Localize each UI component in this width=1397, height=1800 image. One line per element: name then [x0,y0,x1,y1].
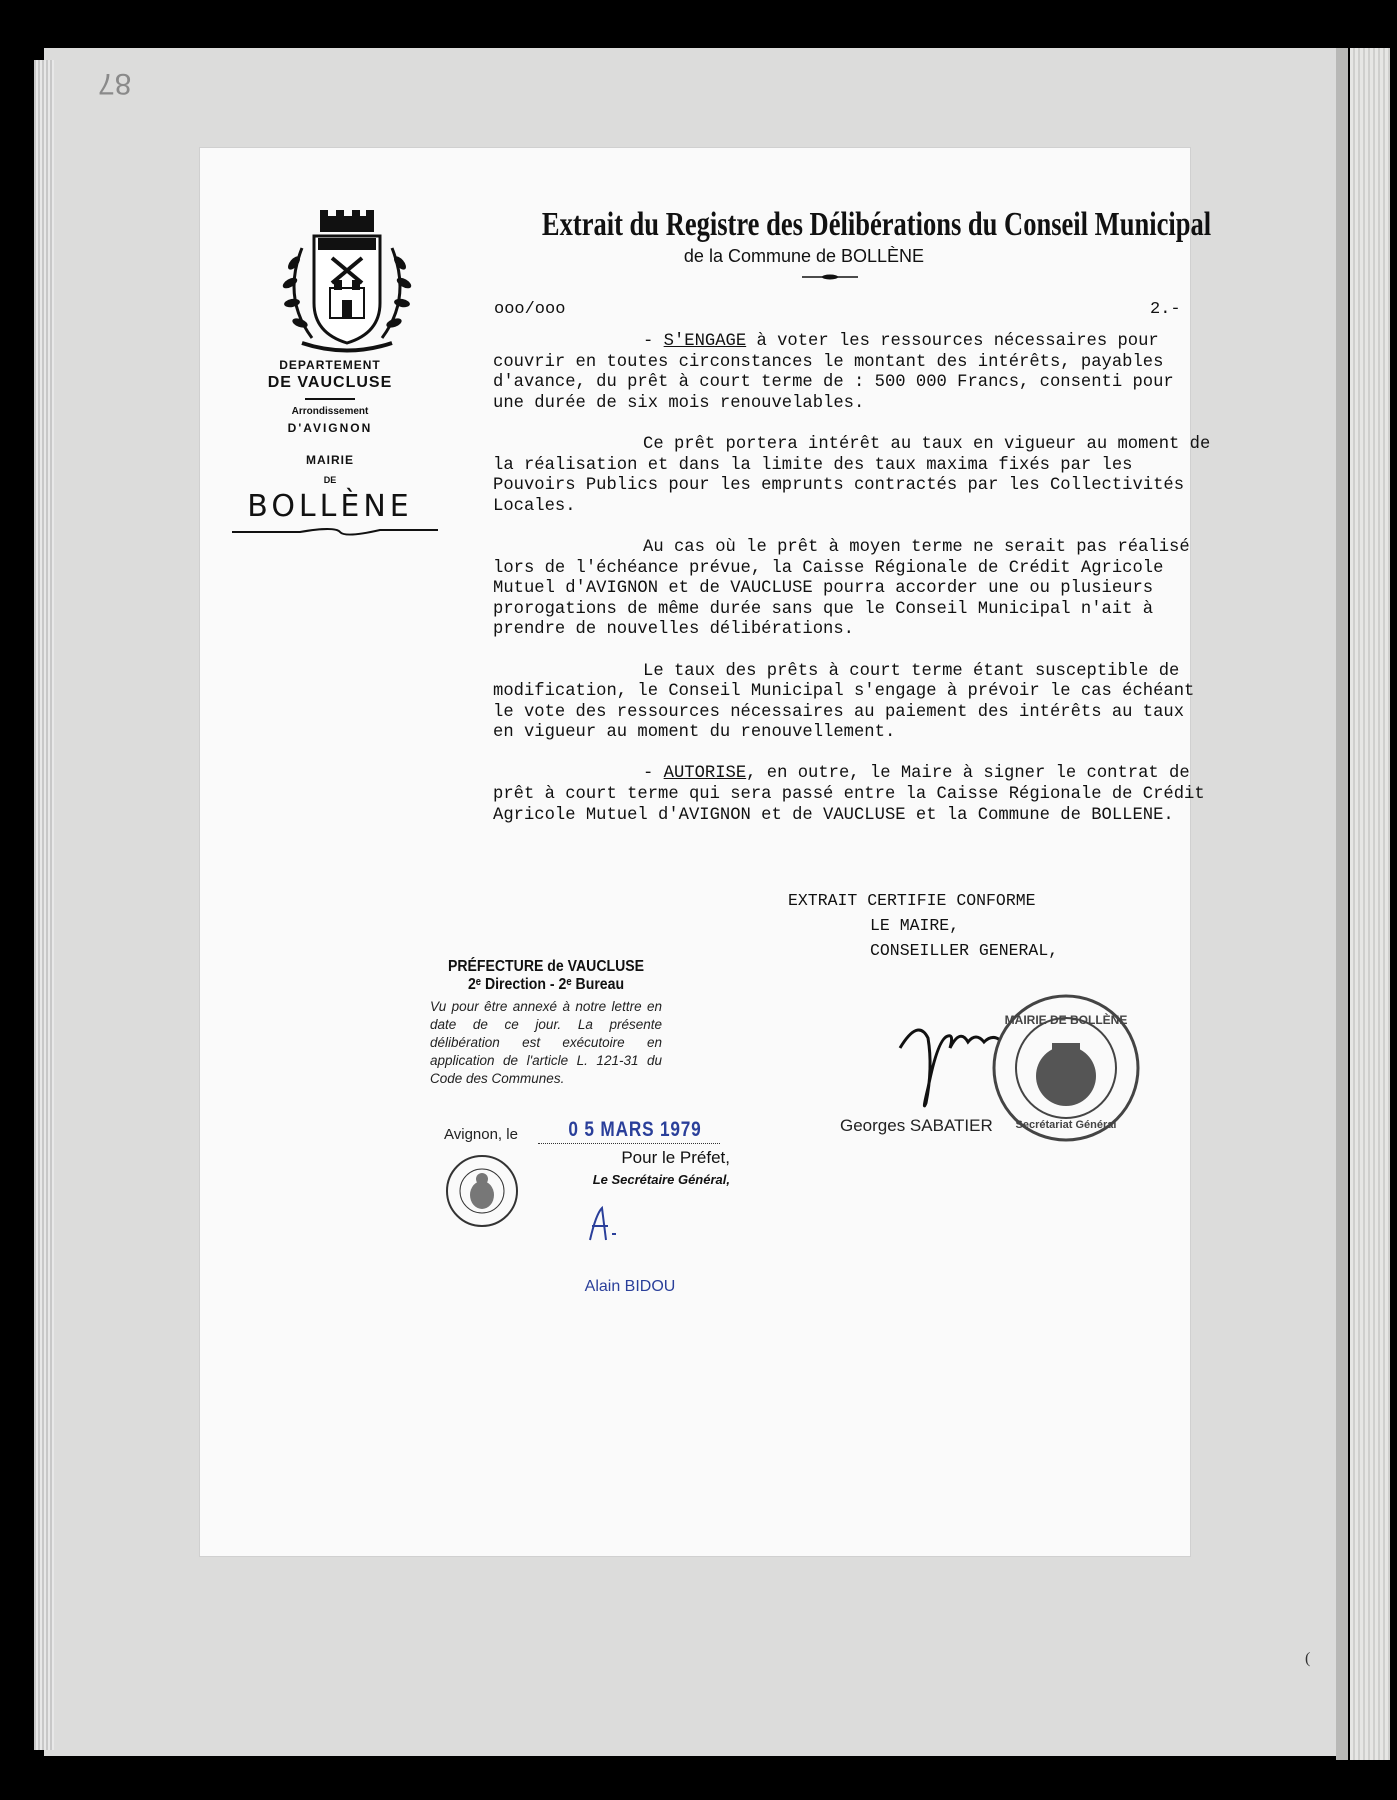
town-name: BOLLÈNE [247,489,413,524]
department-name: DE VAUCLUSE [267,374,393,391]
mayor-title: LE MAIRE, [870,916,960,935]
mairie-seal-icon [986,988,1146,1148]
date-stamp: 0 5 MARS 1979 [568,1118,702,1141]
arrondissement-name: D'AVIGNON [287,421,373,435]
prefecture-stamp [430,958,662,1088]
paragraph-keyword: S'ENGAGE [663,332,747,351]
paragraph-dash: - [643,764,664,784]
mayor-signatory: Georges SABATIER [840,1116,993,1135]
prefecture-seal-icon [444,1153,520,1229]
paragraph [493,764,1213,826]
facing-page-edge [1350,48,1390,1760]
prefecture-direction: 2ᵉ Direction - 2ᵉ Bureau [467,976,625,993]
stacked-page-edges [34,60,54,1750]
prefecture-text: Vu pour être annexé à notre lettre en date de ce jour. La présente délibération est exécutoire en application de l'article L. 121-31 du Code des Communes. [430,999,662,1086]
paragraph [493,662,1213,744]
certification-block [788,888,1058,963]
document-title: Extrait du Registre des Délibérations du Conseil Municipal [541,206,1212,243]
place-label: Avignon, le [444,1126,518,1143]
folio-number: 87 [98,67,132,100]
department-label: DEPARTEMENT [279,358,381,372]
letterhead-block [230,358,430,538]
paragraph-dash: - [643,332,664,351]
town-crest-icon [272,208,422,358]
certification-line: EXTRAIT CERTIFIE CONFORME [788,891,1036,910]
paragraph [493,538,1213,641]
prefect-initials-icon [584,1204,628,1244]
document-sheet [200,148,1212,1556]
page-number: 2.- [1150,300,1181,319]
flourish-icon [230,524,440,538]
dotted-line [538,1143,720,1144]
for-prefect-label: Pour le Préfet, [621,1148,730,1167]
paragraph-text: Ce prêt portera intérêt au taux en vigueur au moment de la réalisation et dans la limite des taux maxima fixés par les Pouvoirs Publics pour les emprunts contractés par les Collectivités Locales. [493,434,1211,516]
paragraph-keyword: AUTORISE [663,764,747,784]
book-spine [1336,48,1348,1760]
divider [305,398,355,400]
paragraph-text: à voter les ressources nécessaires pour couvrir en toutes circonstances le montant des intérêts, payables d'avance, du prêt à court terme de : 500 000 Francs, consenti pour une durée de six mois renouvelables. [493,332,1174,413]
stray-mark: ( [1305,1650,1311,1667]
paragraph-text: , en outre, le Maire à signer le contrat de prêt à court terme qui sera passé entre la Caisse Régionale de Crédit Agricole Mutuel d'AVIGNON et de VAUCLUSE et la Commune de BOLLENE. [493,764,1205,825]
document-subtitle: de la Commune de BOLLÈNE [683,246,925,266]
deliberation-body [493,332,1213,847]
paragraph-text: Le taux des prêts à court terme étant susceptible de modification, le Conseil Municipal s'engage à prévoir le cas échéant le vote des ressources nécessaires au paiement des intérêts au taux en vigueur au moment du renouvellement. [493,661,1195,743]
mairie-label: MAIRIE [306,453,354,467]
svg-text:MAIRIE DE BOLLÈNE: MAIRIE DE BOLLÈNE [1004,1013,1128,1027]
title-flourish-icon [800,272,860,282]
paragraph [493,332,1213,414]
prefecture-signatory: Alain BIDOU [584,1278,676,1295]
paragraph-text: Au cas où le prêt à moyen terme ne serait pas réalisé lors de l'échéance prévue, la Caisse Régionale de Crédit Agricole Mutuel d'AVIGNON et de VAUCLUSE pourra accorder une ou plusieurs prorogations de même durée sans que le Conseil Municipal n'ait à prendre de nouvelles délibérations. [493,537,1190,640]
de-label: DE [323,475,337,485]
prefecture-title: PRÉFECTURE de VAUCLUSE [447,958,645,975]
svg-text:Secrétariat Général: Secrétariat Général [1015,1119,1117,1131]
secretary-title: Le Secrétaire Général, [592,1172,730,1187]
mayor-office: CONSEILLER GENERAL, [870,941,1059,960]
paragraph [493,435,1213,517]
arrondissement-label: Arrondissement [291,406,369,417]
page-reference: ooo/ooo [494,300,566,319]
